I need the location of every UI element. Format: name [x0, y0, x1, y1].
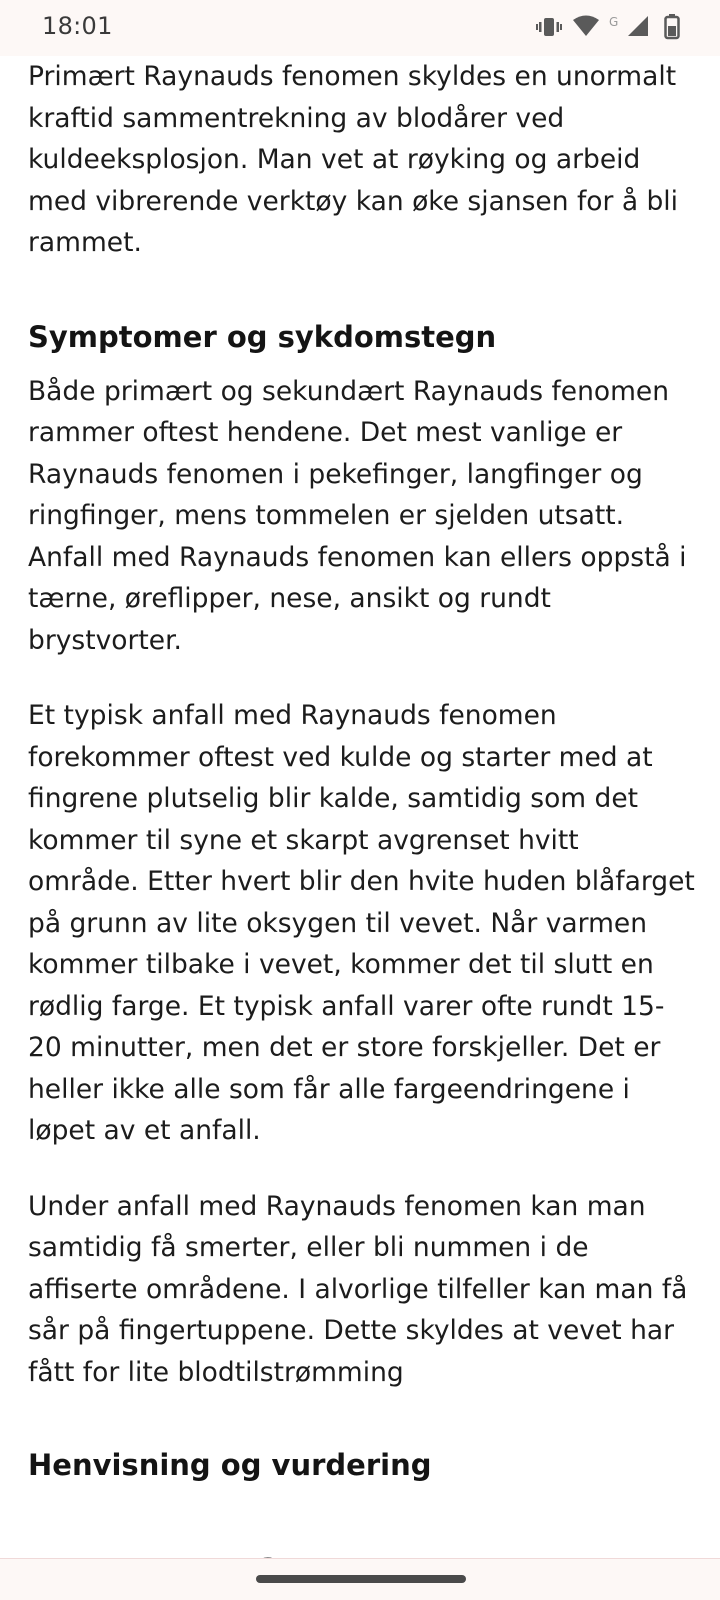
battery-icon: [664, 14, 680, 40]
paragraph-symptoms-1: Både primært og sekundært Raynauds fenomen rammer oftest hendene. Det mest vanlige er Raynauds fenomen i pekefinger, langfinger og ringfinger, mens tommelen er sjelden utsatt. Anfall med Raynauds fenomen kan ellers oppstå i tærne, øreflipper, nese, ansikt og rundt brystvorter.: [28, 375, 687, 656]
cell-signal-icon: [626, 14, 650, 38]
status-time: 18:01: [42, 12, 113, 40]
svg-text:G: G: [609, 15, 619, 29]
paragraph-cause: Primært Raynauds fenomen skyldes en unormalt kraftid sammentrekning av blodårer ved kuldeeksplosjon. Man vet at røyking og arbeid med vibrerende verktøy kan øke sjansen for å bli rammet.: [28, 61, 679, 258]
paragraph-symptoms-3: Under anfall med Raynauds fenomen kan man samtidig få smerter, eller bli nummen i de affiserte områdene. I alvorlige tilfeller kan man få sår på fingertuppene. Dette skyldes at vevet har fått for lite blodtilstrømming: [28, 1190, 688, 1388]
vibrate-icon: [536, 14, 562, 40]
heading-referral: Henvisning og vurdering: [28, 1448, 432, 1482]
home-gesture-handle[interactable]: [256, 1575, 466, 1583]
heading-symptoms: Symptomer og sykdomstegn: [28, 319, 497, 354]
article-content: [28, 56, 696, 1599]
status-bar: [0, 0, 720, 56]
signal-g-icon: [608, 14, 622, 30]
paragraph-symptoms-2: Et typisk anfall med Raynauds fenomen forekommer oftest ved kulde og starter med at fingrene plutselig blir kalde, samtidig som det kommer til syne et skarpt avgrenset hvitt område. Etter hvert blir den hvite huden blåfarget på grunn av lite oksygen til vevet. Når varmen kommer tilbake i vevet, kommer det til slutt en rødlig farge. Et typisk anfall varer ofte rundt 15-20 minutter, men det er store forskjeller. Det er heller ikke alle som får alle fargeendringene i løpet av et anfall.: [28, 700, 695, 1146]
wifi-icon: [572, 14, 600, 38]
